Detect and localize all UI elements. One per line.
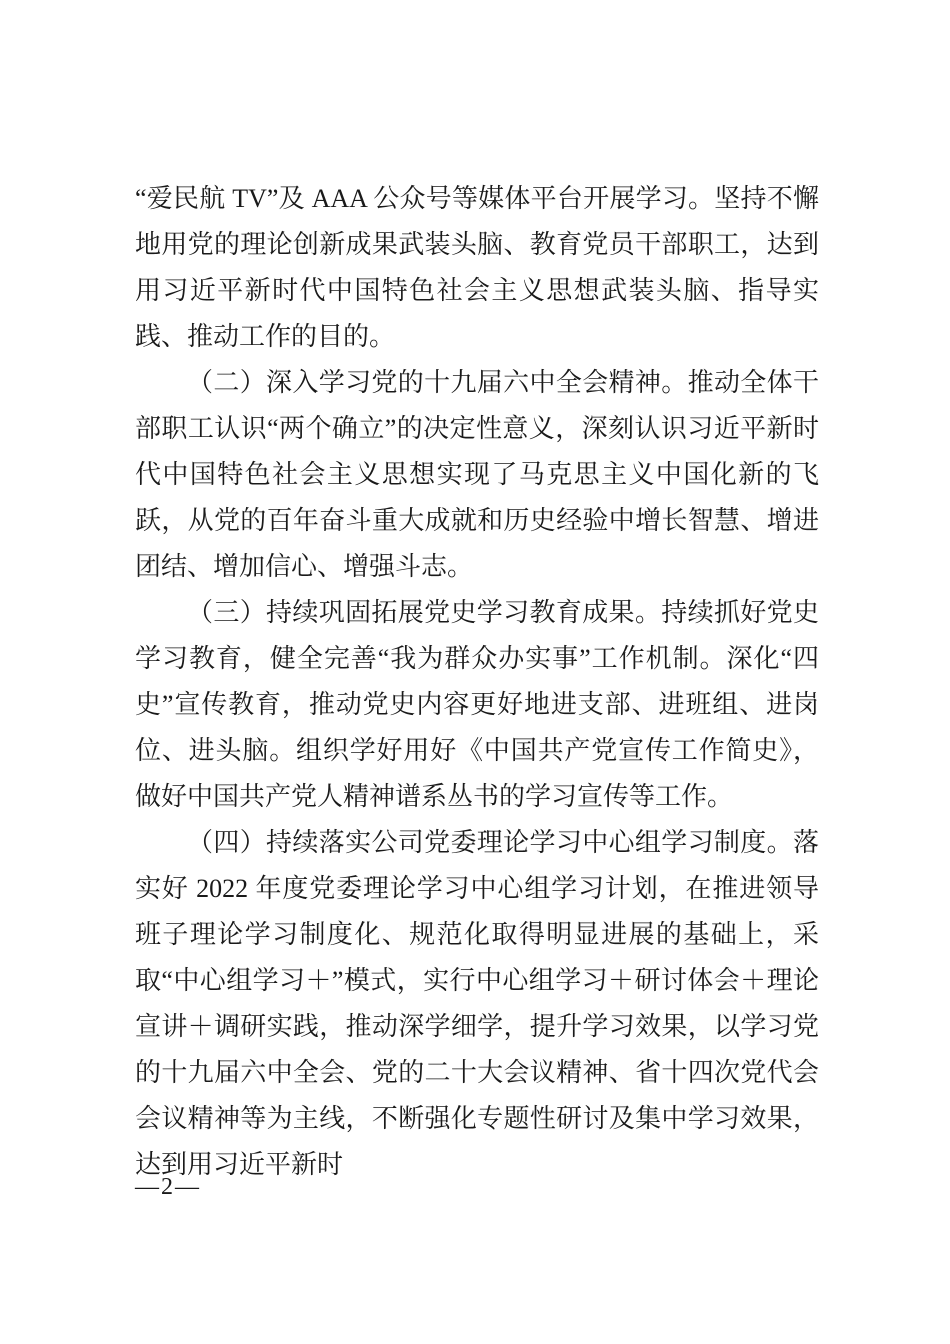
paragraph-text: 持续抓好党史学习教育，健全完善“我为群众办实事”工作机制。深化“四史”宣传教育，推动党史内容更好地进支部、进班组、进岗位、进头脑。组织学好用好《中国共产党宣传工作简史》，做好中国共产党人精神谱系丛书的学习宣传等工作。 bbox=[135, 598, 819, 811]
paragraph-continuation bbox=[135, 176, 819, 360]
paragraph-section-4 bbox=[135, 820, 819, 1188]
paragraph-text: “爱民航 TV”及 AAA 公众号等媒体平台开展学习。坚持不懈地用党的理论创新成果武装头脑、教育党员干部职工，达到用习近平新时代中国特色社会主义思想武装头脑、指导实践、推动工作的目的。 bbox=[135, 184, 819, 351]
paragraph-text: 推动全体干部职工认识“两个确立”的决定性意义，深刻认识习近平新时代中国特色社会主义思想实现了马克思主义中国化新的飞跃，从党的百年奋斗重大成就和历史经验中增长智慧、增进团结、增加信心、增强斗志。 bbox=[135, 368, 819, 581]
paragraph-text: 落实好 2022 年度党委理论学习中心组学习计划，在推进领导班子理论学习制度化、规范化取得明显进展的基础上，采取“中心组学习＋”模式，实行中心组学习＋研讨体会＋理论宣讲＋调研实践，推动深学细学，提升学习效果，以学习党的十九届六中全会、党的二十大会议精神、省十四次党代会会议精神等为主线，不断强化专题性研讨及集中学习效果，达到用习近平新时 bbox=[135, 828, 819, 1179]
paragraph-lead: （四）持续落实公司党委理论学习中心组学习制度。 bbox=[187, 828, 793, 857]
page-number: —2— bbox=[135, 1174, 201, 1200]
paragraph-section-2 bbox=[135, 360, 819, 590]
paragraph-lead: （二）深入学习党的十九届六中全会精神。 bbox=[187, 368, 688, 397]
document-body bbox=[135, 176, 819, 1188]
paragraph-lead: （三）持续巩固拓展党史学习教育成果。 bbox=[187, 598, 662, 627]
paragraph-section-3 bbox=[135, 590, 819, 820]
